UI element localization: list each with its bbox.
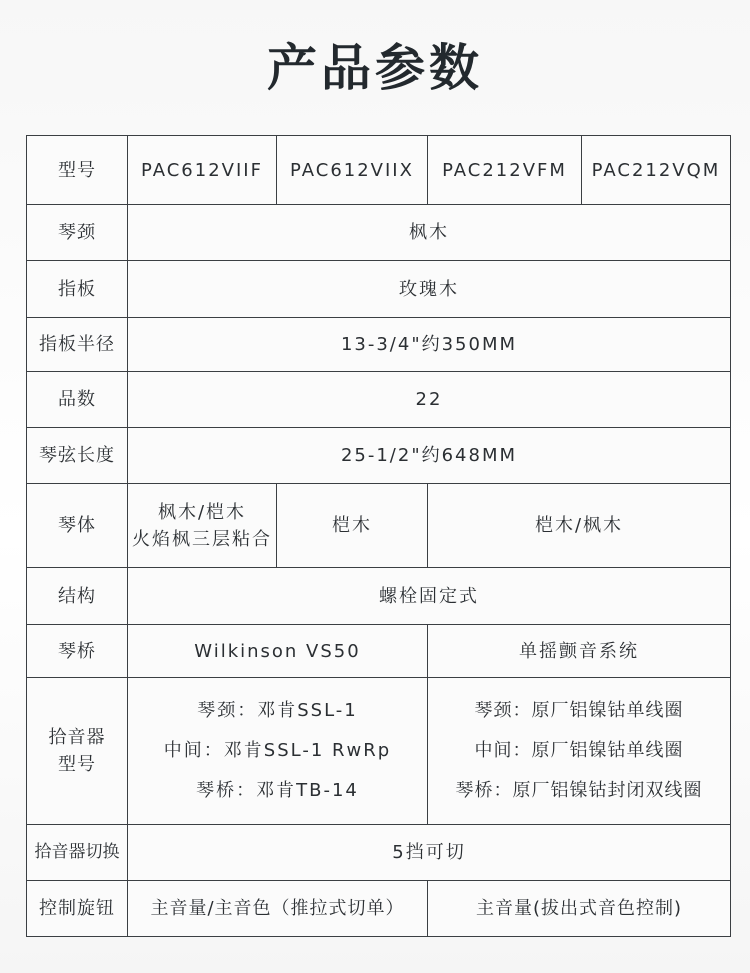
label-switching: 拾音器切换 [27,825,128,881]
label-scale: 琴弦长度 [27,428,128,484]
table-row [27,372,731,428]
value-switching: 5挡可切 [128,825,731,881]
model-3: PAC212VFM [428,136,582,205]
model-4: PAC212VQM [582,136,731,205]
value-fingerboard: 玫瑰木 [128,261,731,318]
table-row [27,568,731,625]
value-controls-1: 主音量/主音色（推拉式切单） [128,881,428,937]
label-radius: 指板半径 [27,318,128,372]
table-row [27,261,731,318]
value-construction: 螺栓固定式 [128,568,731,625]
value-pickups-2 [428,678,731,825]
body-1-line2: 火焰枫三层粘合 [132,528,272,550]
page-title: 产品参数 [267,39,483,97]
label-pickups [27,678,128,825]
value-frets: 22 [128,372,731,428]
label-model: 型号 [27,136,128,205]
table-row [27,881,731,937]
label-bridge: 琴桥 [27,625,128,678]
value-radius: 13-3/4"约350MM [128,318,731,372]
value-neck: 枫木 [128,205,731,261]
model-2: PAC612VIIX [277,136,428,205]
pickups-2-bridge: 琴桥：原厂铝镍钴封闭双线圈 [455,780,703,801]
table-row [27,825,731,881]
table-row [27,428,731,484]
value-scale: 25-1/2"约648MM [128,428,731,484]
label-pickups-line2: 型号 [58,754,96,775]
label-controls: 控制旋钮 [27,881,128,937]
pickups-2-neck: 琴颈：原厂铝镍钴单线圈 [474,700,684,721]
pickups-1-neck: 琴颈：邓肯SSL-1 [197,700,358,721]
label-construction: 结构 [27,568,128,625]
label-neck: 琴颈 [27,205,128,261]
pickups-1-bridge: 琴桥：邓肯TB-14 [196,780,359,801]
pickups-2-middle: 中间：原厂铝镍钴单线圈 [474,740,684,761]
value-body-1 [128,484,277,568]
value-body-2: 桤木 [277,484,428,568]
value-bridge-1: Wilkinson VS50 [128,625,428,678]
table-row [27,205,731,261]
model-1: PAC612VIIF [128,136,277,205]
pickups-1-middle: 中间：邓肯SSL-1 RwRp [163,740,392,761]
table-row [27,484,731,568]
params-table [26,135,731,937]
label-body: 琴体 [27,484,128,568]
table-row [27,678,731,825]
value-bridge-2: 单摇颤音系统 [428,625,731,678]
value-controls-2: 主音量(拔出式音色控制) [428,881,731,937]
value-pickups-1 [128,678,428,825]
value-body-3: 桤木/枫木 [428,484,731,568]
table-row [27,625,731,678]
label-pickups-line1: 拾音器 [48,727,106,748]
body-1-line1: 枫木/桤木 [157,501,247,523]
table-row [27,136,731,205]
table-row [27,318,731,372]
label-frets: 品数 [27,372,128,428]
label-fingerboard: 指板 [27,261,128,318]
